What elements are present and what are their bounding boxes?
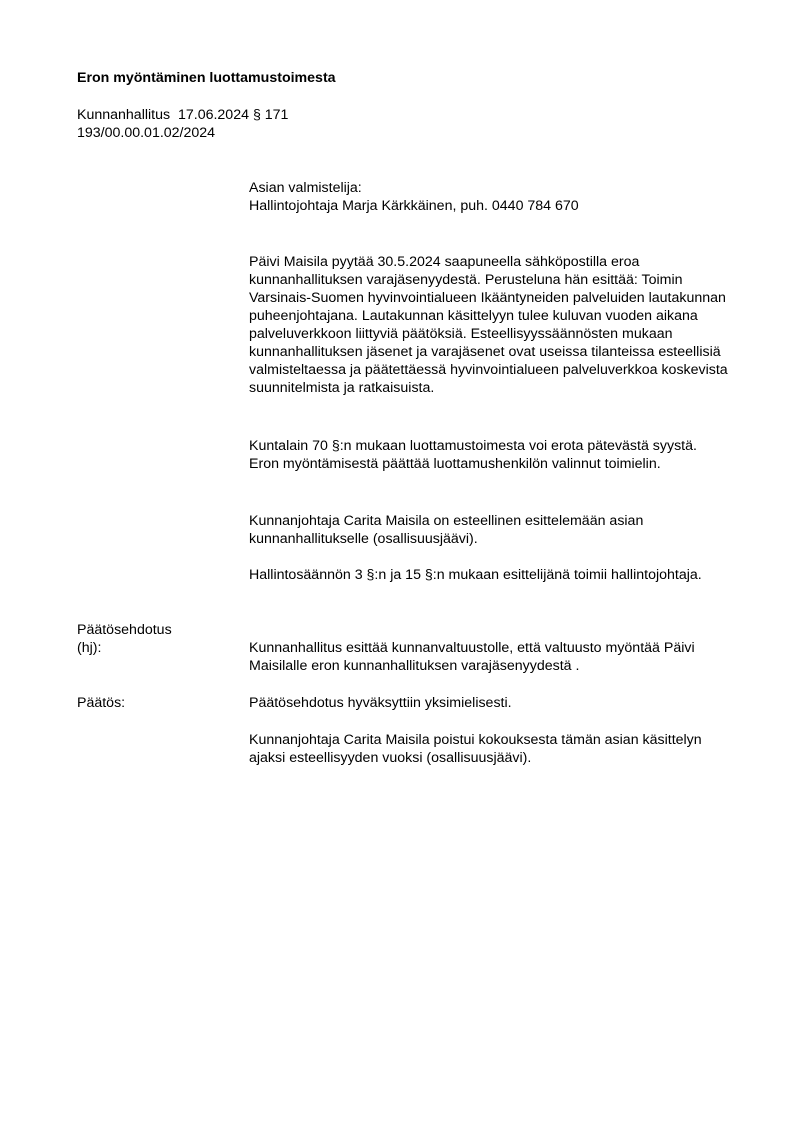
paragraph-text: Päivi Maisila pyytää 30.5.2024 saapuneella sähköpostilla eroa kunnanhallituksen varajäsenyydestä. Perusteluna hän esittää: Toimin Varsinais-Suomen hyvinvointialueen Ikääntyneiden palveluiden lautakunnan puheenjohtajana. Lautakunnan käsittelyyn tulee kuluvan vuoden aikana palveluverkkoon liittyviä päätöksiä. Esteellisyyssäännösten mukaan kunnanhallituksen jäsenet ja varajäsenet ovat useissa tilanteissa esteellisiä valmisteltaessa ja päätettäessä hyvinvointialueen palveluverkkoa koskevista suunnitelmista ja ratkaisuista. (249, 254, 728, 396)
decision-text: Päätösehdotus hyväksyttiin yksimielisesti. (249, 695, 512, 711)
meeting-info (77, 106, 288, 124)
proposal-label (77, 621, 172, 657)
proposal-text (249, 639, 729, 675)
section-number: § 171 (252, 107, 289, 123)
paragraph-municipal-act (249, 437, 729, 473)
decision-label: Päätös: (77, 695, 126, 711)
meeting-body: Kunnanhallitus (77, 107, 171, 123)
preparer-label: Asian valmistelija: (249, 180, 362, 196)
paragraph-text: Kunnanjohtaja Carita Maisila on esteellinen esittelemään asian kunnanhallitukselle (osallisuusjäävi). (249, 513, 644, 547)
decision-note (249, 731, 729, 767)
preparer-block (249, 179, 729, 215)
paragraph-text: Hallintosäännön 3 §:n ja 15 §:n mukaan esittelijänä toimii hallintojohtaja. (249, 567, 702, 583)
proposal-label-line2: (hj): (77, 640, 102, 656)
meeting-date: 17.06.2024 (177, 107, 249, 123)
paragraph-administrative-rule (249, 566, 729, 584)
diary-number: 193/00.00.01.02/2024 (77, 125, 216, 141)
decision-note-body: Kunnanjohtaja Carita Maisila poistui kokouksesta tämän asian käsittelyn ajaksi esteellisyyden vuoksi (osallisuusjäävi). (249, 732, 702, 766)
proposal-body: Kunnanhallitus esittää kunnanvaltuustolle, että valtuusto myöntää Päivi Maisilalle eron kunnanhallituksen varajäsenyydestä . (249, 640, 695, 674)
paragraph-text: Kuntalain 70 §:n mukaan luottamustoimesta voi erota pätevästä syystä. Eron myöntämisestä päättää luottamushenkilön valinnut toimielin. (249, 438, 697, 472)
paragraph-request (249, 253, 729, 397)
preparer-name: Hallintojohtaja Marja Kärkkäinen, puh. 0440 784 670 (249, 198, 579, 214)
proposal-label-line1: Päätösehdotus (77, 622, 172, 638)
paragraph-disqualification (249, 512, 729, 548)
document-title: Eron myöntäminen luottamustoimesta (77, 70, 336, 86)
